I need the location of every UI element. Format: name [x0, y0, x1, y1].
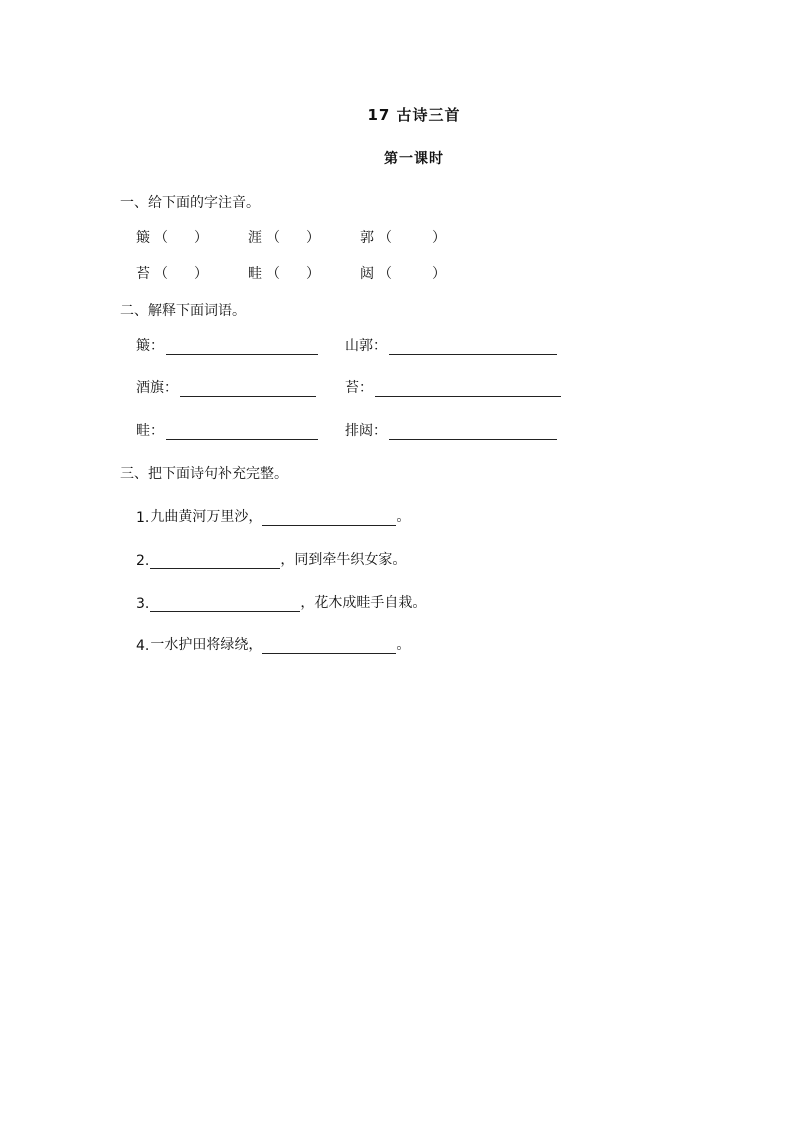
poem-item: [136, 506, 410, 526]
pinyin-item: [360, 227, 446, 247]
pinyin-open-paren: （: [378, 266, 392, 282]
poem-item: [136, 592, 426, 612]
pinyin-open-paren: （: [266, 230, 280, 246]
pinyin-char: 涯: [248, 230, 262, 246]
pinyin-char: 闼: [360, 266, 374, 282]
definition-label: 山郭：: [345, 338, 387, 354]
pinyin-char: 簸: [136, 230, 150, 246]
definition-label: 苔：: [345, 380, 373, 396]
answer-blank[interactable]: [150, 597, 300, 612]
answer-blank[interactable]: [150, 554, 280, 569]
pinyin-item: [136, 263, 208, 283]
definition-label: 排闼：: [345, 423, 387, 439]
answer-blank[interactable]: [262, 511, 396, 526]
poem-text-after: ，花木成畦手自栽。: [300, 595, 427, 611]
pinyin-item: [248, 263, 320, 283]
poem-text-after: 。: [396, 637, 411, 653]
poem-number: 3.: [136, 596, 150, 612]
answer-blank[interactable]: [375, 382, 561, 397]
poem-item: [136, 634, 410, 654]
definition-item: [136, 377, 316, 397]
answer-blank[interactable]: [262, 639, 396, 654]
section-2-heading: 二、解释下面词语。: [120, 303, 246, 319]
pinyin-item: [136, 227, 208, 247]
poem-number: 1.: [136, 510, 150, 526]
pinyin-char: 郭: [360, 230, 374, 246]
page-title: 17 古诗三首: [367, 106, 461, 124]
answer-blank[interactable]: [180, 382, 316, 397]
pinyin-close-paren: ）: [194, 230, 208, 246]
answer-blank[interactable]: [166, 340, 318, 355]
pinyin-open-paren: （: [266, 266, 280, 282]
page-subtitle: 第一课时: [384, 151, 444, 167]
definition-label: 簸：: [136, 338, 164, 354]
poem-number: 2.: [136, 553, 150, 569]
definition-item: [136, 335, 318, 355]
answer-blank[interactable]: [389, 425, 557, 440]
definition-item: [345, 335, 557, 355]
definition-label: 酒旗：: [136, 380, 178, 396]
pinyin-close-paren: ）: [432, 266, 446, 282]
section-3-heading: 三、把下面诗句补充完整。: [120, 466, 288, 482]
answer-blank[interactable]: [166, 425, 318, 440]
poem-text-after: 。: [396, 509, 411, 525]
definition-item: [345, 420, 557, 440]
pinyin-close-paren: ）: [306, 266, 320, 282]
poem-text-before: 九曲黄河万里沙，: [150, 509, 263, 525]
pinyin-open-paren: （: [154, 266, 168, 282]
pinyin-close-paren: ）: [194, 266, 208, 282]
answer-blank[interactable]: [389, 340, 557, 355]
poem-text-before: 一水护田将绿绕，: [150, 637, 263, 653]
pinyin-open-paren: （: [154, 230, 168, 246]
definition-item: [345, 377, 561, 397]
poem-number: 4.: [136, 638, 150, 654]
pinyin-item: [248, 227, 320, 247]
definition-label: 畦：: [136, 423, 164, 439]
pinyin-close-paren: ）: [306, 230, 320, 246]
pinyin-char: 畦: [248, 266, 262, 282]
pinyin-open-paren: （: [378, 230, 392, 246]
pinyin-char: 苔: [136, 266, 150, 282]
pinyin-item: [360, 263, 446, 283]
section-1-heading: 一、给下面的字注音。: [120, 195, 260, 211]
poem-text-after: ，同到牵牛织女家。: [280, 552, 407, 568]
definition-item: [136, 420, 318, 440]
pinyin-close-paren: ）: [432, 230, 446, 246]
poem-item: [136, 549, 406, 569]
